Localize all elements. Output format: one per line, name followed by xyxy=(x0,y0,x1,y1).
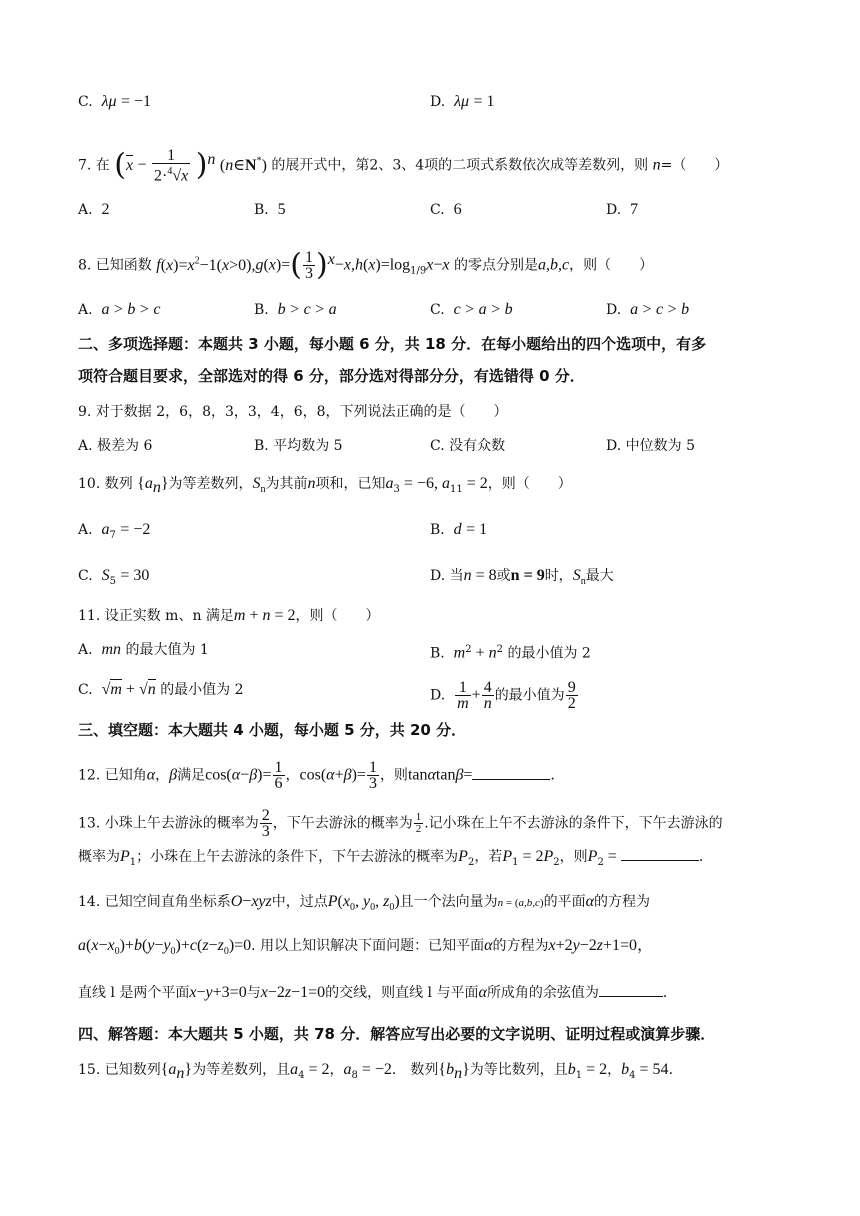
q12-stem: 12. 已知角α，β满足cos(α−β)= $\frac{1}{6}$ ，cos(α+β)= $\frac{1}{3}$ ，则tanαtanβ= ． xyxy=(78,759,565,792)
q7-stem: 7. 在 (x − $\frac{1}{2\cdot^4√x}$ )$^n$ (n∈N*) 的展开式中，第2、3、4项的二项式系数依次成等差数列，则 n=（ ） xyxy=(78,147,729,185)
q15-stem: 15. 已知数列$\{a_n\}$为等差数列，且$a_4 = 2$，$a_8 = -2$． 数列$\{b_n\}$为等比数列，且$b_1 = 2$，$b_4 = 54$． xyxy=(78,1061,683,1083)
q11-option-d: D. $\frac{1}{m}$ + $\frac{4}{n}$ 的最小值为 $\frac{9}{2}$ xyxy=(430,679,576,712)
q14-stem: 14. 已知空间直角坐标系O−xyz中，过点$P(x_0$, $y_0$, $z_0$)且一个法向量为n = (a,b,c)的平面α的方程为 xyxy=(78,893,650,914)
q11-stem: 11. 设正实数 m、n 满足m + n = 2，则（ ） xyxy=(78,607,380,624)
q13-stem-cont: 概率为$P_1$；小珠在上午去游泳的条件下，下午去游泳的概率为$P_2$，若$P_1 = 2P_2$，则$P_2$ = ． xyxy=(78,848,713,868)
q10-option-a: A. $a_7 = -2$ xyxy=(78,521,151,541)
q14-stem-cont: $a(x-x_0)+b(y-y_0)+c(z-z_0)=0$. 用以上知识解决下面问题：已知平面α的方程为x+2y−2z+1=0， xyxy=(78,937,654,958)
q7-option-d: D. 7 xyxy=(606,201,639,218)
q9-option-b: B. 平均数为 5 xyxy=(254,438,343,454)
q8-option-c: C. c > a > b xyxy=(430,301,513,318)
q9-option-c: C. 没有众数 xyxy=(430,438,506,454)
q10-option-d: D. 当n = 8或n = 9时，$S_n$最大 xyxy=(430,567,614,588)
q10-stem: 10. 数列 $\{a_n\}$为等差数列，$S_n$为其前n项和，已知$a_3 = -6$, $a_{11} = 2$，则（ ） xyxy=(78,475,572,497)
q14-stem-cont2: 直线 l 是两个平面x−y+3=0与x−2z−1=0的交线，则直线 l 与平面α所成角的余弦值为 ． xyxy=(78,984,677,1001)
q9-option-a: A. 极差为 6 xyxy=(78,438,153,454)
q10-option-c: C. $S_5 = 30$ xyxy=(78,567,150,587)
section-3-heading: 三、填空题：本大题共 4 小题，每小题 5 分，共 20 分． xyxy=(78,721,467,739)
q13-stem: 13. 小珠上午去游泳的概率为 $\frac{2}{3}$ ，下午去游泳的概率为 $\frac{1}{2}$ .记小珠在上午不去游泳的条件下，下午去游泳的 xyxy=(78,807,723,840)
q10-option-b: B. d = 1 xyxy=(430,521,488,538)
q6-option-c: C. λμ = −1 xyxy=(78,93,152,110)
section-4-heading: 四、解答题：本大题共 5 小题，共 78 分．解答应写出必要的文字说明、证明过程或演算步骤． xyxy=(78,1025,716,1043)
q7-option-a: A. 2 xyxy=(78,201,110,218)
q7-option-c: C. 6 xyxy=(430,201,462,218)
q8-option-b: B. b > c > a xyxy=(254,301,337,318)
q8-option-a: A. a > b > c xyxy=(78,301,161,318)
q11-option-b: B. $m^2 + n^2$ 的最小值为 2 xyxy=(430,644,591,662)
q9-stem: 9. 对于数据 2，6，8，3，3，4，6，8，下列说法正确的是（ ） xyxy=(78,404,508,420)
q7-option-b: B. 5 xyxy=(254,201,286,218)
q11-option-c: C. √m + √n 的最小值为 2 xyxy=(78,681,244,698)
q11-option-a: A. mn 的最大值为 1 xyxy=(78,641,209,658)
section-2-heading-cont: 项符合题目要求，全部选对的得 6 分，部分选对得部分分，有选错得 0 分． xyxy=(78,367,585,385)
section-2-heading: 二、多项选择题：本题共 3 小题，每小题 6 分，共 18 分．在每小题给出的四个选项中，有多 xyxy=(78,335,707,353)
q6-option-d: D. λμ = 1 xyxy=(430,93,495,110)
q9-option-d: D. 中位数为 5 xyxy=(606,438,695,454)
q8-option-d: D. a > c > b xyxy=(606,301,690,318)
q8-stem: 8. 已知函数 $f(x)=x^2-1(x>0),g(x)=$( $\frac{1}{3}$ )$^x-x,h(x)=\log_{1/9}x-x$ 的零点分别是a,b,c，则（ ） xyxy=(78,247,654,283)
